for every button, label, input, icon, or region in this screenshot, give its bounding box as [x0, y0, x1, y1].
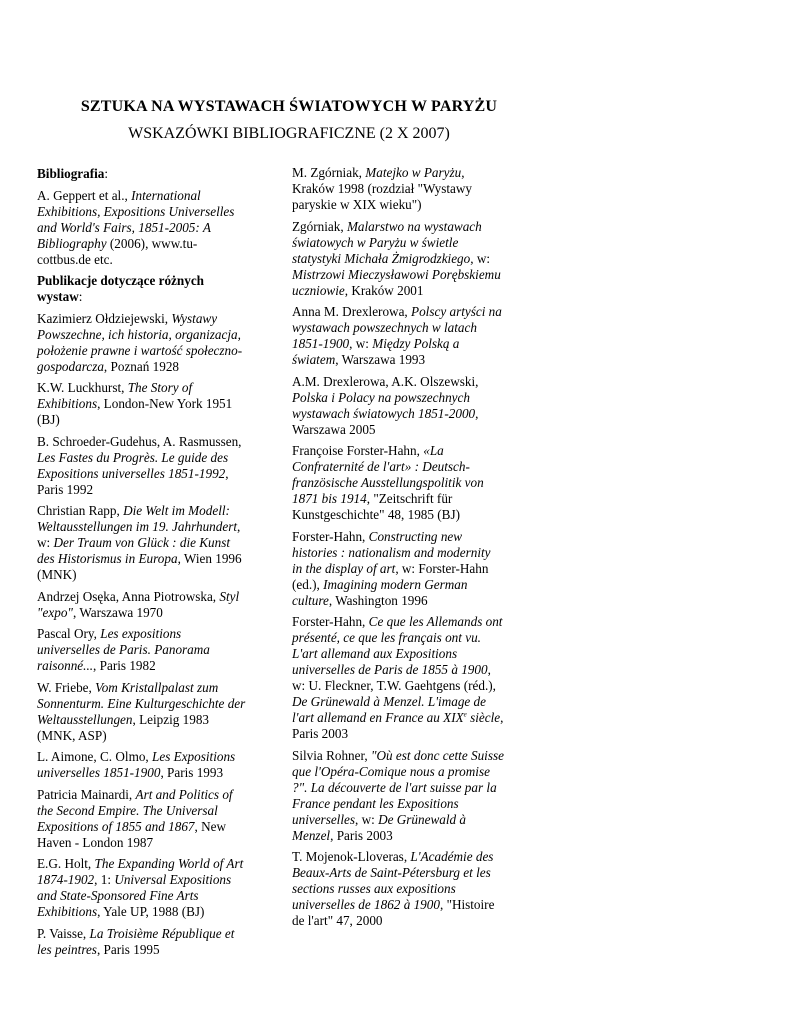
bibliography-entry [37, 787, 247, 851]
entry-title: Vom Kristallpalast zum Sonnenturm. Eine Kulturgeschichte der Weltausstellungen [37, 679, 246, 727]
bibliography-entry [292, 529, 504, 609]
entry-rest: , Paris 1982 [93, 658, 156, 673]
entry-author: A. Geppert et al., [37, 187, 132, 203]
page-subtitle: WSKAZÓWKI BIBLIOGRAFICZNE (2 X 2007) [128, 125, 450, 142]
entry-author: B. Schroeder-Gudehus, A. Rasmussen, [37, 433, 242, 449]
entry-author: M. Zgórniak, [292, 165, 366, 180]
entry-title: Les expositions universelles de Paris. Panorama raisonné... [37, 626, 210, 673]
entry-rest: , Paris 1992 [37, 465, 229, 497]
entry-connector: , w: [355, 811, 379, 827]
entry-rest: , Yale UP, 1988 (BJ) [97, 904, 205, 919]
entry-author: Christian Rapp, [37, 503, 124, 518]
page-title: SZTUKA NA WYSTAWACH ŚWIATOWYCH W PARYŻU [80, 98, 498, 115]
bibliography-entry [37, 188, 247, 268]
entry-source-title: De Grünewald à Menzel. L'image de l'art allemand en France au XIX [292, 694, 487, 725]
entry-rest: (2006), www.tu-cottbus.de etc. [37, 235, 198, 267]
entry-title: Constructing new histories : nationalism and modernity in the display of art [292, 528, 491, 576]
entry-connector: , w: [470, 250, 491, 266]
entry-title: Styl "expo" [37, 588, 240, 620]
entry-author: Pascal Ory, [37, 626, 101, 641]
entry-rest: , New Haven - London 1987 [37, 818, 227, 850]
heading-colon: : [104, 166, 109, 181]
entry-source-title: Imagining modern German culture [292, 576, 468, 608]
entry-connector: , w: [349, 336, 373, 351]
entry-author: Forster-Hahn, [292, 614, 369, 629]
bibliography-entry [37, 626, 247, 674]
entry-author: Patricia Mainardi, [37, 786, 136, 802]
entry-title: "Où est donc cette Suisse que l'Opéra-Comique nous a promise ?". La découverte de l'art suisse par la France pendant les Expositions universelles [292, 747, 504, 827]
bibliography-entry [37, 311, 247, 375]
bibliography-entry [292, 304, 504, 368]
entry-author: Andrzej Osęka, Anna Piotrowska, [37, 588, 220, 604]
entry-rest: , Kraków 1998 (rozdział "Wystawy paryskie w XIX wieku") [292, 165, 473, 212]
entry-author: Forster-Hahn, [292, 528, 369, 544]
bibliography-entry [292, 614, 504, 742]
entry-author: Zgórniak, [292, 218, 347, 234]
entry-connector: , w: Forster-Hahn (ed.), [292, 560, 489, 592]
entry-rest: , London-New York 1951 (BJ) [37, 396, 233, 427]
entry-rest: , "Zeitschrift für Kunstgeschichte" 48, 1985 (BJ) [292, 491, 461, 522]
entry-rest: , Warszawa 1970 [72, 604, 163, 620]
entry-author: K.W. Luckhurst, [37, 380, 128, 395]
entry-title: Polska i Polacy na powszechnych wystawach światowych 1851-2000 [292, 389, 476, 421]
publications-section [37, 273, 247, 305]
entry-rest: , Kraków 2001 [344, 282, 424, 298]
entry-rest: , Washington 1996 [328, 592, 428, 608]
entry-title: L'Académie des Beaux-Arts de Saint-Pétersburg et les sections russes aux expositions universelles de 1862 à 1900 [292, 849, 494, 912]
entry-title: Art and Politics of the Second Empire. The Universal Expositions of 1855 and 1867 [37, 786, 233, 834]
bibliography-entry [37, 380, 247, 428]
entry-title: Polscy artyści na wystawach powszechnych w latach 1851-1900 [292, 304, 502, 351]
entry-author: A.M. Drexlerowa, A.K. Olszewski, [292, 373, 479, 389]
entry-rest: , "Histoire de l'art" 47, 2000 [292, 897, 495, 928]
entry-source-title: Mistrzowi Mieczysławowi Porębskiemu uczniowie [292, 266, 501, 298]
entry-author: Anna M. Drexlerowa, [292, 304, 412, 319]
entry-title-continued: siècle [466, 710, 501, 725]
entry-title: Malarstwo na wystawach światowych w Paryżu w świetle statystyki Michała Żmigrodzkiego [292, 218, 482, 266]
bibliography-entry [292, 219, 504, 299]
entry-author: W. Friebe, [37, 679, 96, 695]
entry-rest: , Paris 1993 [160, 765, 224, 780]
entry-superscript: e [463, 710, 467, 719]
bibliography-entry [37, 589, 247, 621]
bibliography-entry [292, 748, 504, 844]
entry-title: The Story of Exhibitions [37, 380, 193, 411]
bibliography-entry [292, 165, 504, 213]
entry-source-title: Der Traum von Glück : die Kunst des Historismus in Europa [37, 535, 231, 566]
bibliography-entry [292, 443, 504, 523]
bibliography-entry [37, 503, 247, 583]
entry-author: T. Mojenok-Lloveras, [292, 849, 411, 864]
entry-title: International Exhibitions, Expositions Universelles and World's Fairs, 1851-2005: A Bibliography [37, 187, 235, 251]
left-entry-list [37, 311, 247, 958]
entry-source-title: Universal Expositions and State-Sponsored Fine Arts Exhibitions [37, 872, 232, 919]
bibliography-entry [292, 374, 504, 438]
publications-heading: Publikacje dotyczące różnych wystaw [37, 273, 205, 304]
bibliography-heading: Bibliografia [37, 166, 105, 181]
entry-rest: , Warszawa 2005 [292, 405, 479, 437]
entry-source-title: De Grünewald à Menzel [292, 811, 466, 843]
right-entry-list [292, 165, 504, 929]
entry-title: Die Welt im Modell: Weltausstellungen im 19. Jahrhundert [37, 503, 238, 534]
heading-colon: : [78, 289, 83, 304]
bibliography-entry [37, 926, 247, 958]
entry-title: «La Confraternité de l'art» : Deutsch-französische Ausstellungspolitik von 1871 bis 1914 [292, 443, 484, 506]
entry-rest: , Leipzig 1983 (MNK, ASP) [37, 711, 210, 743]
entry-connector: , w: [37, 519, 241, 550]
entry-title: Wystawy Powszechne, ich historia, organizacja, położenie prawne i wartość społeczno-gospodarcza [37, 310, 243, 374]
entry-title: Matejko w Paryżu [365, 165, 462, 180]
entry-title: Les Expositions universelles 1851-1900 [37, 749, 236, 780]
bibliography-entry [37, 434, 247, 498]
entry-title: Les Fastes du Progrès. Le guide des Expositions universelles 1851-1992 [37, 449, 229, 481]
entry-author: L. Aimone, C. Olmo, [37, 749, 153, 764]
entry-title: The Expanding World of Art 1874-1902 [37, 856, 244, 887]
entry-rest: , Paris 2003 [330, 827, 393, 843]
left-column [37, 166, 247, 963]
entry-author: Kazimierz Ołdziejewski, [37, 310, 172, 326]
bibliography-entry [37, 856, 247, 920]
entry-connector: , 1: [94, 872, 115, 887]
entry-author: Silvia Rohner, [292, 747, 371, 763]
bibliography-entry [292, 849, 504, 929]
entry-title: Ce que les Allemands ont présenté, ce que les français ont vu. L'art allemand aux Expositions universelles de Paris de 1855 à 1900 [292, 614, 503, 677]
entry-rest: , Paris 1995 [96, 941, 160, 957]
bibliography-entry [37, 749, 247, 781]
entry-connector: , w: U. Fleckner, T.W. Gaehtgens (réd.), [292, 662, 496, 693]
entry-rest: , Wien 1996 (MNK) [37, 551, 242, 582]
right-column [292, 165, 504, 935]
bibliography-section [37, 166, 247, 182]
entry-source-title: Między Polską a światem [292, 336, 460, 367]
entry-rest: , Warszawa 1993 [335, 352, 426, 367]
entry-title: La Troisième République et les peintres [37, 925, 235, 957]
entry-rest: , Paris 2003 [292, 710, 504, 741]
entry-rest: , Poznań 1928 [103, 358, 180, 374]
entry-author: Françoise Forster-Hahn, [292, 443, 424, 458]
entry-author: E.G. Holt, [37, 856, 95, 871]
bibliography-entry [37, 680, 247, 744]
entry-author: P. Vaisse, [37, 925, 90, 941]
